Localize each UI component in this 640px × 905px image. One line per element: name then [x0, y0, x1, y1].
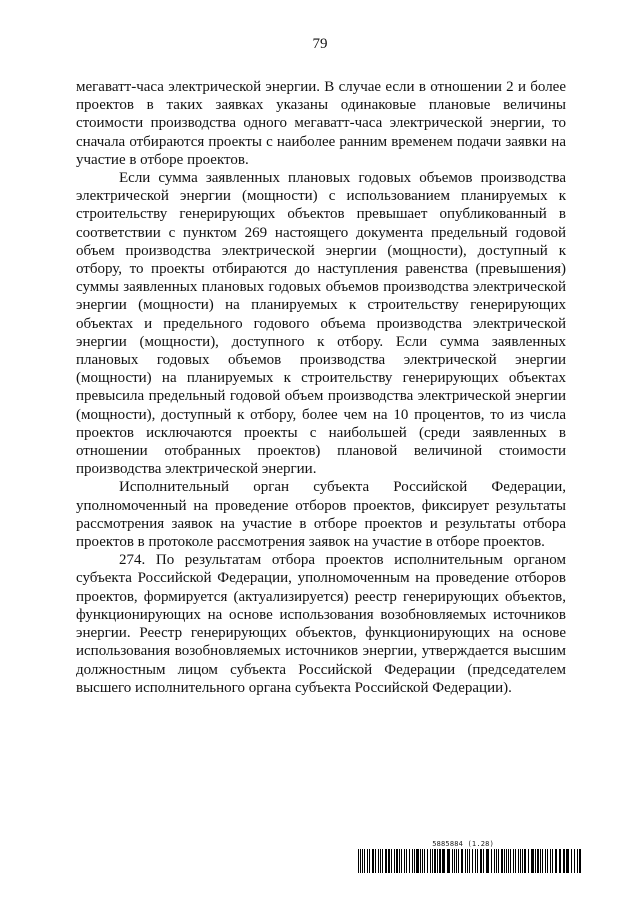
- page-number: 79: [312, 36, 328, 52]
- barcode-caption: 5885884 (1.28): [432, 840, 494, 848]
- paragraph-executive-body: Исполнительный орган субъекта Российской Федерации, уполномоченный на проведение отборов проектов, фиксирует результаты рассмотрения заявок на участие в отборе проектов и результаты отбора проектов в протоколе рассмотрения заявок на участие в отборе проектов.: [76, 479, 566, 551]
- paragraph-sum-of-volumes: Если сумма заявленных плановых годовых объемов производства электрической энергии (мощности) с использованием планируемых к строительству генерирующих объектов превышает опубликованный в соответствии с пунктом 269 настоящего документа предельный годовой объем производства электрической энергии (мощности), доступный к отбору, то проекты отбираются до наступления равенства (превышения) суммы заявленных плановых годовых объемов производства электрической энергии (мощности) на планируемых к строительству генерирующих объектах и предельного годового объема производства электрической энергии (мощности), доступного к отбору. Если сумма заявленных плановых годовых объемов производства электрической энергии (мощности) на планируемых к строительству генерирующих объектах превысила предельный годовой объем производства электрической энергии (мощности), доступный к отбору, более чем на 10 процентов, то из числа проектов исключаются проекты с наибольшей (среди заявленных в отношении отобранных проектов) плановой величиной стоимости производства электрической энергии.: [76, 170, 566, 478]
- document-body: [76, 78, 566, 697]
- barcode: [358, 840, 584, 874]
- paragraph-item-274: 274. По результатам отбора проектов исполнительным органом субъекта Российской Федерации, уполномоченным на проведение отборов проектов, формируется (актуализируется) реестр генерирующих объектов, функционирующих на основе использования возобновляемых источников энергии. Реестр генерирующих объектов, функционирующих на основе использования возобновляемых источников энергии, утверждается высшим должностным лицом субъекта Российской Федерации (председателем высшего исполнительного органа субъекта Российской Федерации).: [76, 552, 566, 696]
- paragraph-continuation: мегаватт-часа электрической энергии. В случае если в отношении 2 и более проектов в таких заявках указаны одинаковые плановые величины стоимости производства одного мегаватт-часа электрической энергии, то сначала отбираются проекты с наиболее ранним временем подачи заявки на участие в отборе проектов.: [76, 79, 566, 168]
- barcode-icon: [358, 849, 584, 873]
